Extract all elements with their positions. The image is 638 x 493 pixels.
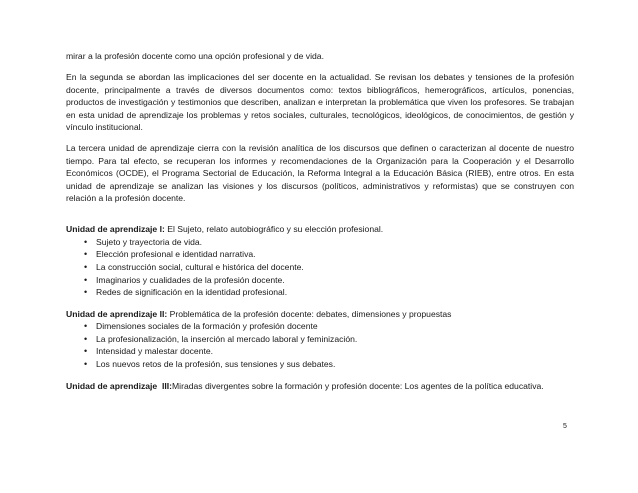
unit-2-list (66, 320, 574, 370)
list-item: • Los nuevos retos de la profesión, sus tensiones y sus debates. (96, 358, 574, 371)
list-item: • Sujeto y trayectoria de vida. (96, 236, 574, 249)
unit-1-section (66, 223, 574, 298)
unit-1-label: Unidad de aprendizaje I: (66, 224, 165, 235)
unit-1-list (66, 236, 574, 299)
unit-1-title: El Sujeto, relato autobiográfico y su elección profesional. (164, 224, 384, 235)
unit-3-section (66, 380, 574, 392)
unit-2-label: Unidad de aprendizaje II: (66, 308, 168, 319)
list-item: • La construcción social, cultural e histórica del docente. (96, 261, 574, 274)
paragraph-third-unit: La tercera unidad de aprendizaje cierra con la revisión analítica de los discursos que definen o caracterizan al docente de nuestro tiempo. Para tal efecto, se recuperan los informes y recomendaciones de la Organización para la Cooperación y el Desarrollo Económicos (OCDE), el Programa Sectorial de Educación, la Reforma Integral a la Educación Básica (RIEB), entre otros. En esta unidad de aprendizaje se analizan las visiones y los discursos (políticos, administrativos y reformistas) que se construyen con relación a la profesión docente. (66, 143, 574, 204)
unit-3-title: Miradas divergentes sobre la formación y profesión docente: Los agentes de la política educativa. (172, 380, 544, 391)
page-number: 5 (563, 423, 567, 430)
intro-line: mirar a la profesión docente como una opción profesional y de vida. (66, 51, 324, 61)
unit-3-label: Unidad de aprendizaje III: (66, 380, 173, 391)
unit-1-heading (66, 223, 574, 235)
list-item: • Intensidad y malestar docente. (96, 345, 574, 358)
list-item: • Imaginarios y cualidades de la profesión docente. (96, 274, 574, 287)
spacer (66, 213, 574, 223)
unit-2-title: Problemática de la profesión docente: debates, dimensiones y propuestas (167, 308, 452, 319)
paragraph-second-unit: En la segunda se abordan las implicaciones del ser docente en la actualidad. Se revisan los debates y tensiones de la profesión docente, principalmente a través de diversos documentos como: textos bibliográficos, hemerográficos, artículos, ponencias, productos de investigación y testimonios que describen, analizan e interpretan la problemática que viven los profesores. Se trabajan en esta unidad de aprendizaje los problemas y retos sociales, culturales, tecnológicos, ideológicos, de conocimientos, de gestión y vínculo institucional. (66, 72, 574, 133)
unit-2-section (66, 308, 574, 371)
unit-2-heading (66, 308, 574, 320)
list-item: • La profesionalización, la inserción al mercado laboral y feminización. (96, 333, 574, 346)
list-item: • Redes de significación en la identidad profesional. (96, 286, 574, 299)
document-body (66, 50, 574, 392)
list-item: • Elección profesional e identidad narrativa. (96, 248, 574, 261)
list-item: • Dimensiones sociales de la formación y profesión docente (96, 320, 574, 333)
